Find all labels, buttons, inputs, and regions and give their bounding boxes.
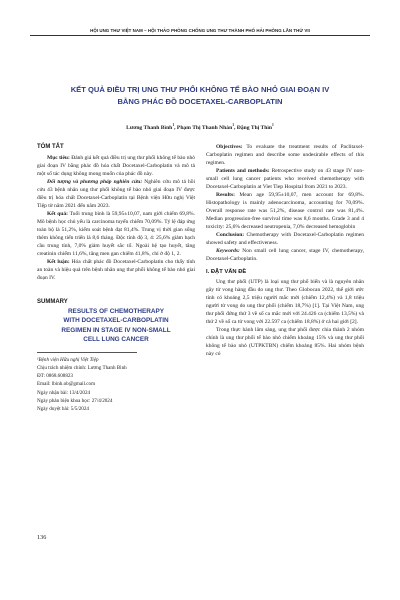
summary-text: To evaluate the treatment results of Paclitaxel-Carboplatin regimen and describe some undesirable effects of this regimen.: [206, 144, 364, 166]
abstract-subjects: [37, 178, 195, 210]
introduction-paragraph: Trong thực hành lâm sàng, ung thư phổi được chia thành 2 nhóm chính là ung thư phổi tế bào nhỏ chiếm khoảng 15% và ung thư phổi không tế bào nhỏ (UTPKTBN) chiếm khoảng 85%. Hai nhóm bệnh này có: [206, 327, 364, 357]
right-column: [206, 143, 364, 358]
footnote-rule: [37, 352, 137, 353]
abstract-vn-heading: TÓM TẮT: [37, 144, 64, 150]
summary-objectives: [206, 143, 364, 167]
abstract-text: Tuổi trung bình là 59,95±10,07, nam giới chiếm 69,8%. Mô bệnh học chủ yếu là carcinoma tuyến chiếm 70,09%. Tỷ lệ đáp ứng toàn bộ là 51,2%, kiểm soát bệnh đạt 81,4%. Trung vị thời gian sống thêm không tiến triển là 8,6 tháng. Độc tính độ 3, 4: 25,6% giảm bạch cầu trung tính, 7,0% giảm huyết sắc tố. Ngoài hệ tạo huyết, tăng creatinin chiếm 11,6%, tăng men gan chiếm 41,8%, chỉ ở độ 1, 2.: [37, 211, 196, 257]
abstract-text: Đánh giá kết quả điều trị ung thư phổi không tế bào nhỏ giai đoạn IV bằng phác đồ hóa chất Docetaxel-Carboplatin và mô tả một số tác dụng không mong muốn của phác đồ này.: [37, 155, 195, 177]
abstract-text: Hóa chất phác đồ Docetaxel-Carboplatin cho thấy tính an toàn và hiệu quả trên bệnh nhân ung thư phổi không tế bào nhỏ giai đoạn IV.: [37, 259, 196, 281]
summary-text: Chemotherapy with Docetaxel-Carboplatin regimen showed safety and effectiveness.: [206, 232, 364, 246]
author-name: Lương Thanh Bình: [126, 124, 173, 131]
summary-text: Non small cell lung cancer, stage IV, chemotherapy, Docetaxel-Carboplatin.: [206, 248, 365, 262]
summary-patients: [206, 167, 364, 191]
date-accepted: Ngày duyệt bài: 5/5/2024: [37, 406, 89, 413]
summary-text: Mean age 59,95±10,07, men account for 69,8%. Histopathology is mainly adenocarcinoma, accounting for 70,09%. Overall response rate was 51,2%, disease control rate was 81,4%. Median progression-free survival time was 8,6 months. Grade 3 and 4 toxicity: 25,6% decreased neutropenia, 7,0% decreased hemoglobin: [206, 192, 364, 230]
label: Mục tiêu:: [47, 155, 70, 161]
article-title-line-2: BẰNG PHÁC ĐỒ DOCETAXEL-CARBOPLATIN: [117, 97, 283, 106]
abstract-conclusion: [37, 258, 195, 282]
summary-title-line: REGIMEN IN STAGE IV NON-SMALL: [61, 326, 171, 334]
abstract-results: [37, 210, 195, 258]
label: Results:: [216, 192, 235, 198]
article-title-line-1: KẾT QUẢ ĐIỀU TRỊ UNG THƯ PHỔI KHÔNG TẾ BÀO NHỎ GIAI ĐOẠN IV: [70, 85, 330, 94]
summary-keywords: [206, 247, 364, 263]
affiliation: ¹Bệnh viện Hữu nghị Việt Tiệp: [37, 356, 99, 363]
abstract-objective: [37, 154, 195, 178]
author-list: Lương Thanh Bình$^1$, Phạm Thị Thanh Nhàn$^1$, Đặng Thị Thìn$^1$: [126, 123, 274, 131]
corresponding-author: Chịu trách nhiệm chính: Lương Thanh Bình: [37, 365, 127, 372]
author-name: Đặng Thị Thìn: [236, 124, 273, 131]
summary-text: Retrospective study on 43 stage IV non-small cell lung cancer patients who received chemotherapy with Docetaxel-Carboplatin at Viet Tiep Hospital from 2021 to 2023.: [206, 168, 364, 190]
label: Patients and methods:: [216, 168, 270, 174]
summary-title: [37, 307, 195, 344]
correspondence-info: [37, 356, 195, 413]
label: Đối tượng và phương pháp nghiên cứu:: [47, 179, 143, 185]
summary-title-line: WITH DOCETAXEL-CARBOPLATIN: [63, 317, 169, 325]
article-title: [32, 84, 368, 108]
date-reviewed: Ngày phản biện khoa học: 27/4/2024: [37, 397, 113, 404]
left-column: [37, 143, 195, 413]
summary-results: [206, 191, 364, 231]
email: Email: lbinh.ob@gmail.com: [37, 381, 96, 388]
author-affiliation-mark: 1: [172, 123, 175, 127]
summary-title-line: CELL LUNG CANCER: [83, 335, 149, 343]
introduction-heading: I. ĐẶT VẤN ĐỀ: [206, 269, 247, 275]
running-header: HỘI UNG THƯ VIỆT NAM – HỘI THẢO PHÒNG CHỐNG UNG THƯ THÀNH PHỐ HẢI PHÒNG LẦN THỨ VII: [90, 28, 310, 33]
header-rule: [30, 35, 370, 36]
author-affiliation-mark: 1: [232, 123, 234, 127]
label: Conclusion:: [216, 232, 245, 238]
label: Kết quả:: [47, 211, 68, 217]
label: Keywords:: [216, 248, 240, 254]
phone: ĐT: 0868.608823: [37, 373, 73, 380]
abstract-text: Nghiên cứu mô tả hồi cứu 43 bệnh nhân ung thư phổi không tế bào nhỏ giai đoạn IV được điều trị hóa chất Docetaxel-Carboplatin tại Bệnh viện Hữu nghị Việt Tiệp từ năm 2021 đến năm 2023.: [37, 179, 196, 209]
summary-heading: SUMMARY: [37, 299, 68, 305]
introduction-paragraph: Ung thư phổi (UTP) là loại ung thư phổ biến và là nguyên nhân gây tử vong hàng đầu do ung thư. Theo Globocan 2022, thế giới ước tính có khoảng 2,5 triệu người mắc mới (chiếm 12,4%) và 1,8 triệu người tử vong do ung thư phổi (chiếm 18,7%) [1]. Tại Việt Nam, ung thư phổi đứng thứ 3 về số ca mắc mới với 24.426 ca (chiếm 13,5%) và thứ 2 về số ca tử vong với 22.597 ca (chiếm 18,8%) ở cả hai giới [2].: [206, 279, 364, 325]
page-number: 136: [37, 534, 47, 541]
label: Kết luận:: [47, 259, 70, 265]
summary-title-line: RESULTS OF CHEMOTHERAPY: [67, 308, 165, 315]
author-affiliation-mark: 1: [272, 123, 274, 127]
label: Objectives:: [216, 144, 243, 150]
date-received: Ngày nhận bài: 13/4/2024: [37, 389, 91, 396]
author-name: Phạm Thị Thanh Nhàn: [176, 124, 233, 131]
summary-conclusion: [206, 231, 364, 247]
